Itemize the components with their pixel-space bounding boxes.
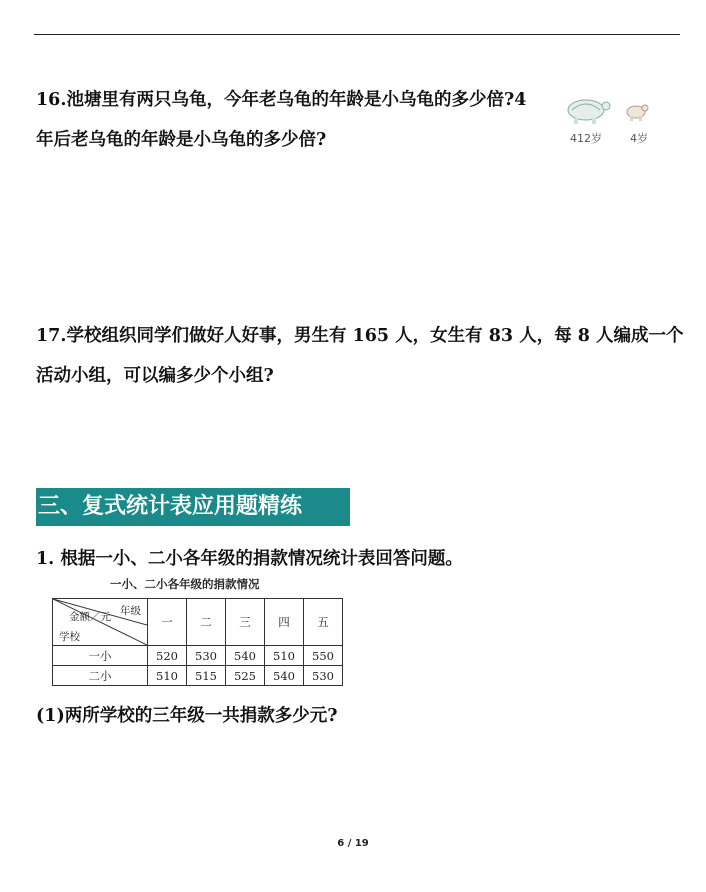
- corner-school-label: 学校: [59, 631, 80, 643]
- table-cell: 530: [304, 666, 343, 686]
- table-cell: 550: [304, 646, 343, 666]
- table-header-row: [53, 599, 343, 646]
- table-cell: 515: [187, 666, 226, 686]
- table-row: [53, 666, 343, 686]
- question-1: 1. 根据一小、二小各年级的捐款情况统计表回答问题。: [36, 549, 463, 569]
- table-cell: 520: [148, 646, 187, 666]
- column-header: 三: [226, 599, 265, 646]
- question-16: 16.池塘里有两只乌龟，今年老乌龟的年龄是小乌龟的多少倍?4 年后老乌龟的年龄是小乌龟的多少倍?: [36, 90, 527, 150]
- corner-grade-label: 年级: [120, 605, 141, 617]
- table-cell: 540: [265, 666, 304, 686]
- table-cell: 510: [148, 666, 187, 686]
- corner-amount-label: 金额／元: [69, 611, 111, 623]
- question-1-part-1: (1)两所学校的三年级一共捐款多少元?: [36, 706, 338, 726]
- table-cell: 540: [226, 646, 265, 666]
- table-corner-cell: [53, 599, 148, 646]
- turtle-icon: [562, 94, 662, 130]
- donation-table: [52, 598, 343, 686]
- column-header: 四: [265, 599, 304, 646]
- row-label: 一小: [53, 646, 148, 666]
- header-rule: [34, 34, 680, 35]
- column-header: 二: [187, 599, 226, 646]
- row-label: 二小: [53, 666, 148, 686]
- turtle-illustration: [562, 94, 662, 150]
- question-17: 17.学校组织同学们做好人好事，男生有 165 人，女生有 83 人，每 8 人编成一个活动小组，可以编多少个小组?: [36, 326, 684, 386]
- table-cell: 525: [226, 666, 265, 686]
- small-turtle-age: 4岁: [630, 132, 648, 145]
- big-turtle-age: 412岁: [570, 132, 602, 145]
- section-title: 三、复式统计表应用题精练: [36, 488, 350, 526]
- table-title: 一小、二小各年级的捐款情况: [110, 577, 260, 591]
- page-number: 6 / 19: [337, 838, 369, 849]
- column-header: 五: [304, 599, 343, 646]
- table-row: [53, 646, 343, 666]
- column-header: 一: [148, 599, 187, 646]
- table-cell: 530: [187, 646, 226, 666]
- table-cell: 510: [265, 646, 304, 666]
